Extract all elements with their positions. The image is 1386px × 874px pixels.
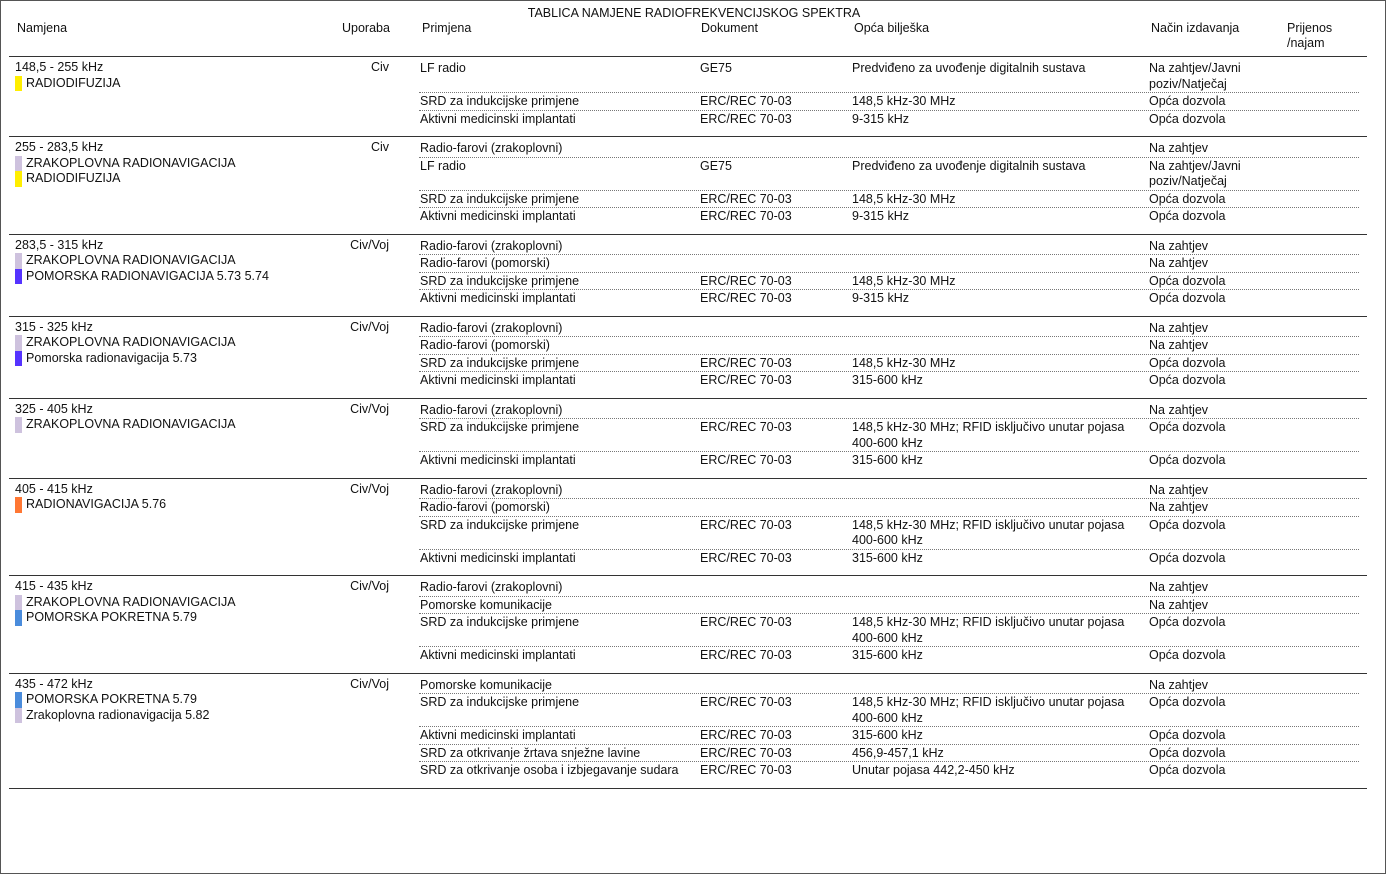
nacin-cell: Opća dozvola [1149,517,1226,532]
primjena-cell: Radio-farovi (zrakoplovni) [420,238,563,253]
uporaba-cell: Civ/Voj [350,579,389,593]
band-label: POMORSKA POKRETNA 5.79 [26,610,197,624]
application-rows [419,402,1359,469]
primjena-cell: Aktivni medicinski implantati [420,648,576,662]
biljeska-cell: 148,5 kHz-30 MHz; RFID isključivo unutar pojasa 400-600 kHz [852,615,1125,645]
nacin-cell: Opća dozvola [1149,94,1226,108]
primjena-cell: SRD za indukcijske primjene [420,517,580,532]
table-row [419,158,1359,191]
biljeska-cell: 148,5 kHz-30 MHz; RFID isključivo unutar pojasa 400-600 kHz [852,695,1125,725]
biljeska-cell [852,483,1149,499]
primjena-cell: Radio-farovi (zrakoplovni) [420,580,563,594]
dokument-cell [700,338,852,354]
header-dokument: Dokument [701,21,758,35]
table-row [419,238,1359,256]
biljeska-cell: 148,5 kHz-30 MHz; RFID isključivo unutar pojasa 400-600 kHz [852,517,1125,547]
primjena-cell: SRD za indukcijske primjene [420,615,580,629]
biljeska-cell: 9-315 kHz [852,291,909,305]
table-row [419,290,1359,307]
dokument-cell: ERC/REC 70-03 [700,420,792,434]
nacin-cell: Opća dozvola [1149,550,1226,565]
dokument-cell: ERC/REC 70-03 [700,615,792,629]
nacin-cell: Na zahtjev [1149,597,1209,612]
primjena-cell: Radio-farovi (zrakoplovni) [420,141,563,155]
primjena-cell: LF radio [420,61,466,75]
band-allocation [15,253,295,269]
frequency-range: 415 - 435 kHz [15,579,93,593]
primjena-cell: Pomorske komunikacije [420,597,552,612]
uporaba-cell: Civ/Voj [350,237,389,252]
frequency-range: 283,5 - 315 kHz [15,237,104,252]
nacin-cell: Opća dozvola [1149,648,1226,662]
table-body [9,57,1367,789]
band-color-swatch [15,417,22,433]
table-row [419,402,1359,420]
dokument-cell [700,256,852,272]
primjena-cell: Radio-farovi (pomorski) [420,338,550,352]
biljeska-cell [852,321,1149,337]
band-label: POMORSKA POKRETNA 5.79 [26,692,197,706]
nacin-cell: Na zahtjev [1149,482,1209,497]
dokument-cell: ERC/REC 70-03 [700,209,792,223]
table-row [419,208,1359,225]
biljeska-cell: 148,5 kHz-30 MHz [852,355,956,370]
uporaba-cell: Civ [370,140,389,154]
uporaba-cell: Civ/Voj [350,401,389,416]
frequency-group [9,399,1367,479]
uporaba-cell: Civ [370,60,389,74]
primjena-cell: Radio-farovi (zrakoplovni) [420,482,563,497]
nacin-cell: Opća dozvola [1149,728,1226,742]
primjena-cell: Radio-farovi (zrakoplovni) [420,402,563,417]
dokument-cell [700,239,852,255]
band-label: RADIODIFUZIJA [26,75,121,90]
nacin-cell: Opća dozvola [1149,745,1226,760]
dokument-cell: GE75 [700,61,732,75]
namjena-cell [15,482,295,513]
dokument-cell: GE75 [700,158,732,173]
biljeska-cell: 315-600 kHz [852,728,923,742]
uporaba-cell: Civ/Voj [350,676,389,691]
dokument-cell: ERC/REC 70-03 [700,291,792,305]
biljeska-cell [852,580,1149,596]
biljeska-cell: 315-600 kHz [852,648,923,662]
table-row [419,745,1359,763]
biljeska-cell: 148,5 kHz-30 MHz [852,191,956,206]
header-primjena: Primjena [422,21,472,35]
biljeska-cell: 148,5 kHz-30 MHz [852,273,956,288]
primjena-cell: LF radio [420,158,466,173]
band-allocation [15,351,295,367]
dokument-cell [700,678,852,694]
header-nacin: Način izdavanja [1151,21,1240,35]
frequency-group [9,576,1367,674]
biljeska-cell [852,256,1149,272]
biljeska-cell [852,678,1149,694]
band-color-swatch [15,171,22,187]
namjena-cell [15,402,295,433]
table-row [419,579,1359,597]
nacin-cell: Na zahtjev [1149,402,1209,417]
biljeska-cell: 9-315 kHz [852,209,909,223]
frequency-group [9,137,1367,235]
uporaba-cell: Civ/Voj [350,481,389,496]
nacin-cell: Opća dozvola [1149,763,1226,777]
biljeska-cell: Predviđeno za uvođenje digitalnih sustava [852,158,1086,173]
nacin-cell: Na zahtjev [1149,580,1209,594]
band-allocation [15,156,295,172]
dokument-cell [700,580,852,596]
primjena-cell: Aktivni medicinski implantati [420,453,576,467]
dokument-cell [700,321,852,337]
band-color-swatch [15,595,22,611]
nacin-cell: Opća dozvola [1149,695,1226,709]
frequency-group [9,57,1367,137]
nacin-cell: Na zahtjev [1149,141,1209,155]
band-label: ZRAKOPLOVNA RADIONAVIGACIJA [26,253,236,267]
biljeska-cell: 148,5 kHz-30 MHz [852,94,956,108]
frequency-range: 405 - 415 kHz [15,481,93,496]
nacin-cell: Na zahtjev [1149,338,1209,352]
primjena-cell: SRD za otkrivanje osoba i izbjegavanje sudara [420,763,679,777]
band-allocation [15,417,295,433]
table-row [419,255,1359,273]
band-color-swatch [15,76,22,92]
nacin-cell: Opća dozvola [1149,420,1226,434]
table-row [419,355,1359,373]
biljeska-cell [852,598,1149,614]
frequency-range: 255 - 283,5 kHz [15,140,104,154]
application-rows [419,320,1359,389]
nacin-cell: Opća dozvola [1149,111,1226,126]
nacin-cell: Opća dozvola [1149,355,1226,370]
application-rows [419,60,1359,127]
primjena-cell: Aktivni medicinski implantati [420,209,576,223]
dokument-cell [700,403,852,419]
primjena-cell: Aktivni medicinski implantati [420,373,576,387]
primjena-cell: Radio-farovi (zrakoplovni) [420,320,563,335]
nacin-cell: Opća dozvola [1149,453,1226,467]
primjena-cell: SRD za indukcijske primjene [420,273,580,288]
nacin-cell: Na zahtjev [1149,500,1209,514]
primjena-cell: Aktivni medicinski implantati [420,111,576,126]
band-color-swatch [15,351,22,367]
group-allocation [9,320,401,389]
application-rows [419,677,1359,779]
namjena-cell [15,238,295,285]
group-allocation [9,402,401,469]
band-allocation [15,595,295,611]
dokument-cell: ERC/REC 70-03 [700,373,792,387]
dokument-cell: ERC/REC 70-03 [700,695,792,709]
biljeska-cell [852,403,1149,419]
nacin-cell: Na zahtjev [1149,320,1209,335]
application-rows [419,140,1359,225]
dokument-cell: ERC/REC 70-03 [700,648,792,662]
primjena-cell: Radio-farovi (pomorski) [420,500,550,514]
band-label: ZRAKOPLOVNA RADIONAVIGACIJA [26,335,236,349]
primjena-cell: SRD za indukcijske primjene [420,420,580,434]
table-row [419,191,1359,209]
uporaba-cell: Civ/Voj [350,319,389,334]
nacin-cell: Opća dozvola [1149,615,1226,629]
dokument-cell: ERC/REC 70-03 [700,763,792,777]
frequency-range: 435 - 472 kHz [15,676,93,691]
primjena-cell: Pomorske komunikacije [420,677,552,692]
band-color-swatch [15,335,22,351]
application-rows [419,482,1359,567]
band-color-swatch [15,708,22,724]
band-color-swatch [15,610,22,626]
biljeska-cell [852,239,1149,255]
table-row [419,320,1359,338]
table-row [419,647,1359,664]
table-row [419,727,1359,745]
dokument-cell [700,598,852,614]
nacin-cell: Na zahtjev/Javni poziv/Natječaj [1149,158,1241,188]
nacin-cell: Na zahtjev/Javni poziv/Natječaj [1149,61,1241,91]
biljeska-cell: 148,5 kHz-30 MHz; RFID isključivo unutar pojasa 400-600 kHz [852,420,1125,450]
dokument-cell: ERC/REC 70-03 [700,273,792,288]
band-allocation [15,497,295,513]
biljeska-cell: 315-600 kHz [852,373,923,387]
table-row [419,550,1359,567]
band-allocation [15,692,295,708]
group-allocation [9,677,401,779]
band-color-swatch [15,253,22,269]
band-allocation [15,269,295,285]
namjena-cell [15,320,295,367]
dokument-cell [700,141,852,157]
band-color-swatch [15,692,22,708]
biljeska-cell: Unutar pojasa 442,2-450 kHz [852,763,1015,777]
dokument-cell: ERC/REC 70-03 [700,94,792,108]
biljeska-cell [852,500,1149,516]
band-allocation [15,708,295,724]
namjena-cell [15,677,295,724]
group-allocation [9,60,401,127]
primjena-cell: SRD za indukcijske primjene [420,355,580,370]
table-row [419,452,1359,469]
application-rows [419,579,1359,664]
band-color-swatch [15,156,22,172]
table-row [419,93,1359,111]
dokument-cell: ERC/REC 70-03 [700,111,792,126]
dokument-cell: ERC/REC 70-03 [700,453,792,467]
table-row [419,517,1359,550]
frequency-group [9,235,1367,317]
table-row [419,111,1359,128]
biljeska-cell: 315-600 kHz [852,453,923,467]
group-allocation [9,482,401,567]
band-allocation [15,76,295,92]
frequency-group [9,674,1367,789]
document-title: TABLICA NAMJENE RADIOFREKVENCIJSKOG SPEKTRA [527,6,861,20]
band-allocation [15,335,295,351]
primjena-cell: Aktivni medicinski implantati [420,550,576,565]
frequency-group [9,317,1367,399]
biljeska-cell: Predviđeno za uvođenje digitalnih sustava [852,61,1086,75]
table-row [419,482,1359,500]
dokument-cell: ERC/REC 70-03 [700,728,792,742]
band-allocation [15,171,295,187]
dokument-cell: ERC/REC 70-03 [700,517,792,532]
primjena-cell: Aktivni medicinski implantati [420,728,576,742]
biljeska-cell [852,141,1149,157]
group-allocation [9,579,401,664]
table-row [419,677,1359,695]
band-label: Zrakoplovna radionavigacija 5.82 [26,707,210,722]
namjena-cell [15,60,295,91]
table-row [419,499,1359,517]
primjena-cell: SRD za indukcijske primjene [420,94,580,108]
biljeska-cell: 9-315 kHz [852,111,909,126]
nacin-cell: Opća dozvola [1149,373,1226,387]
namjena-cell [15,579,295,626]
primjena-cell: SRD za otkrivanje žrtava snježne lavine [420,745,641,760]
application-rows [419,238,1359,307]
nacin-cell: Na zahtjev [1149,256,1209,270]
band-label: ZRAKOPLOVNA RADIONAVIGACIJA [26,594,236,609]
table-row [419,273,1359,291]
header-namjena: Namjena [17,21,68,35]
nacin-cell: Na zahtjev [1149,238,1209,253]
group-allocation [9,238,401,307]
dokument-cell: ERC/REC 70-03 [700,745,792,760]
nacin-cell: Na zahtjev [1149,677,1209,692]
dokument-cell: ERC/REC 70-03 [700,355,792,370]
table-row [419,614,1359,647]
nacin-cell: Opća dozvola [1149,291,1226,305]
nacin-cell: Opća dozvola [1149,191,1226,206]
biljeska-cell: 456,9-457,1 kHz [852,745,944,760]
header-uporaba: Uporaba [342,21,390,35]
primjena-cell: SRD za indukcijske primjene [420,191,580,206]
band-color-swatch [15,269,22,285]
biljeska-cell: 315-600 kHz [852,550,923,565]
band-allocation [15,610,295,626]
primjena-cell: Radio-farovi (pomorski) [420,256,550,270]
band-label: ZRAKOPLOVNA RADIONAVIGACIJA [26,155,236,170]
frequency-range: 315 - 325 kHz [15,319,93,334]
band-label: RADIODIFUZIJA [26,171,121,185]
table-row [419,372,1359,389]
primjena-cell: SRD za indukcijske primjene [420,695,580,709]
dokument-cell: ERC/REC 70-03 [700,550,792,565]
namjena-cell [15,140,295,187]
table-row [419,60,1359,93]
band-label: RADIONAVIGACIJA 5.76 [26,497,167,511]
dokument-cell [700,483,852,499]
header-prijenos: Prijenos /najam [1287,21,1333,50]
band-label: POMORSKA RADIONAVIGACIJA 5.73 5.74 [26,268,269,283]
frequency-group [9,479,1367,577]
biljeska-cell [852,338,1149,354]
table-row [419,140,1359,158]
nacin-cell: Opća dozvola [1149,209,1226,223]
primjena-cell: Aktivni medicinski implantati [420,291,576,305]
table-row [419,337,1359,355]
table-row [419,419,1359,452]
header-biljeska: Opća bilješka [854,21,930,35]
frequency-range: 325 - 405 kHz [15,401,93,416]
band-label: ZRAKOPLOVNA RADIONAVIGACIJA [26,417,236,431]
band-label: Pomorska radionavigacija 5.73 [26,350,197,365]
nacin-cell: Opća dozvola [1149,273,1226,288]
table-row [419,762,1359,779]
group-allocation [9,140,401,225]
table-row [419,597,1359,615]
dokument-cell: ERC/REC 70-03 [700,191,792,206]
band-color-swatch [15,497,22,513]
table-row [419,694,1359,727]
frequency-range: 148,5 - 255 kHz [15,60,104,74]
dokument-cell [700,500,852,516]
